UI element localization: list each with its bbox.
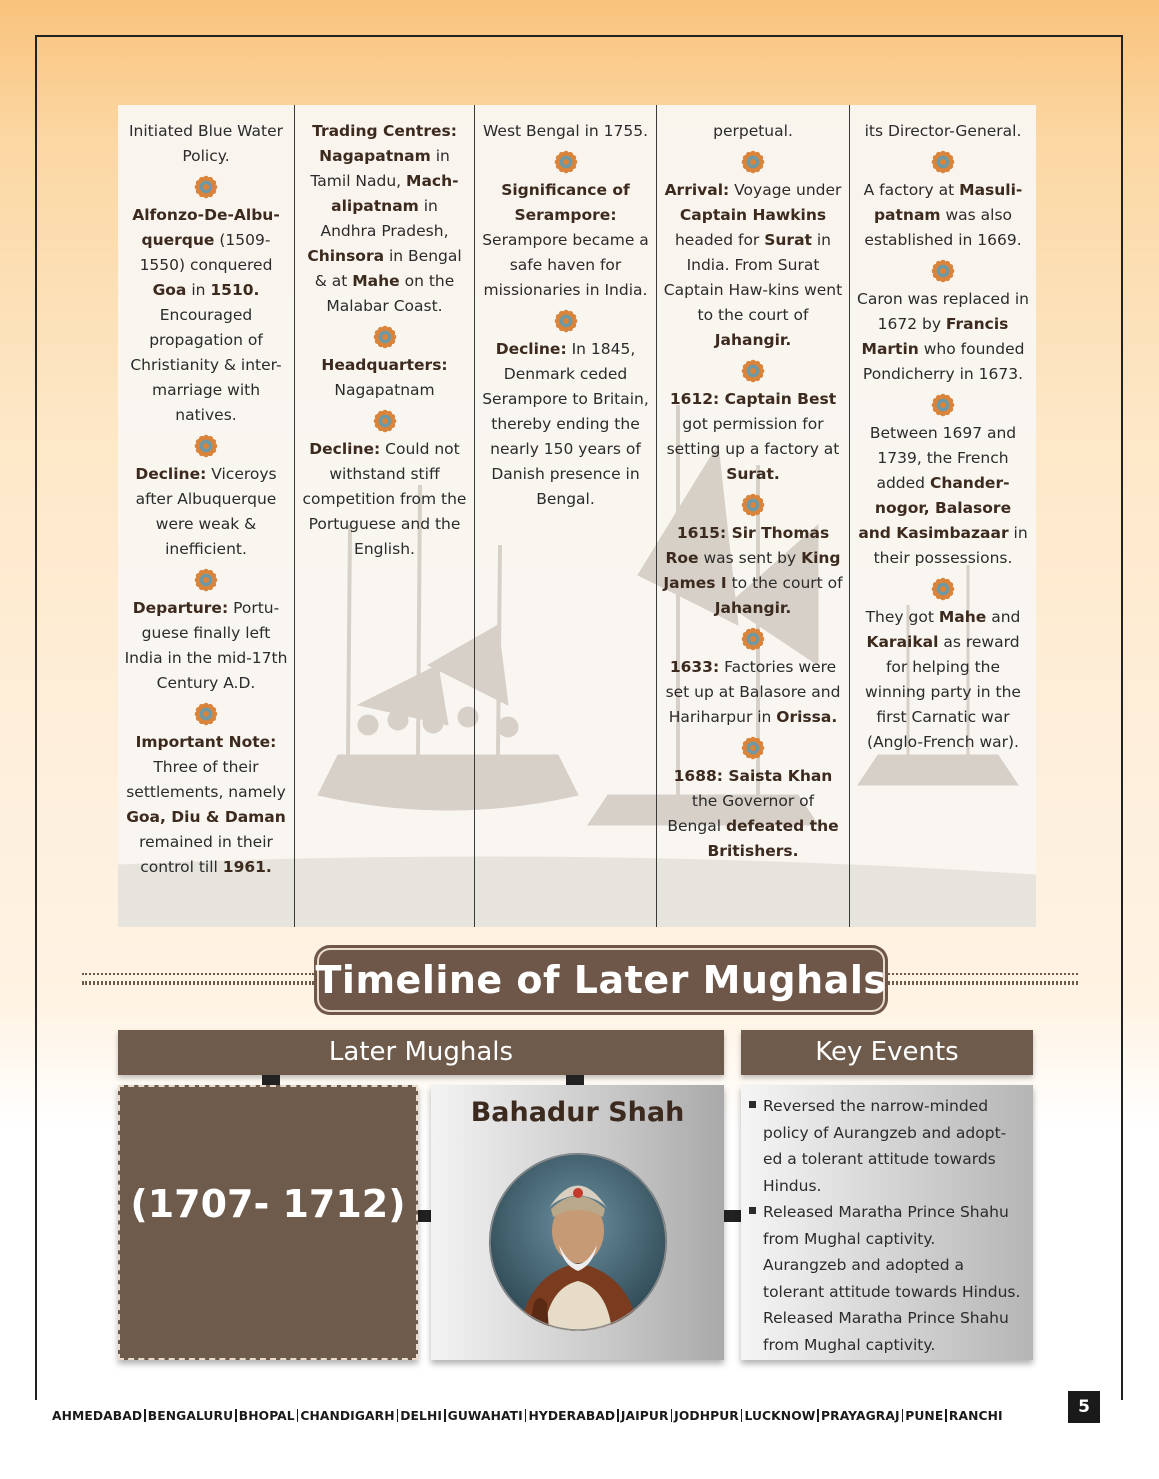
footer-city: JODHPUR bbox=[674, 1409, 739, 1423]
body-text: its Director-General. bbox=[864, 122, 1022, 140]
table-column-french bbox=[849, 105, 1036, 927]
body-text: and bbox=[986, 608, 1021, 626]
body-text: who founded Pondicherry in 1673. bbox=[862, 340, 1025, 383]
flower-ornament-icon bbox=[741, 150, 765, 174]
flower-ornament-icon bbox=[373, 409, 397, 433]
emphasis-text: Arrival: bbox=[664, 181, 730, 199]
table-column-portuguese bbox=[118, 105, 294, 927]
emphasis-text: King James I bbox=[663, 549, 841, 592]
emphasis-text: 1961. bbox=[222, 858, 272, 876]
footer-city: JAIPUR bbox=[620, 1409, 669, 1423]
key-events-header: Key Events bbox=[741, 1030, 1033, 1075]
connector-node bbox=[417, 1210, 431, 1222]
section-heading-band bbox=[0, 945, 1159, 1015]
dotted-divider-left bbox=[82, 973, 314, 983]
emphasis-text: Surat. bbox=[726, 465, 780, 483]
table-entry bbox=[481, 337, 650, 512]
body-text: in Bengal & at bbox=[314, 247, 462, 290]
footer-city: PRAYAGRAJ bbox=[821, 1409, 900, 1423]
emphasis-text: Nagapatnam bbox=[319, 147, 431, 165]
emphasis-text: defeated the Britishers. bbox=[707, 817, 839, 860]
body-text: as reward for helping the winning party in the first Carnatic war (Anglo-French war). bbox=[865, 633, 1021, 751]
table-entry bbox=[856, 178, 1030, 253]
emphasis-text: 1633: bbox=[669, 658, 720, 676]
flower-ornament-icon bbox=[741, 359, 765, 383]
table-column-english bbox=[656, 105, 849, 927]
footer-separator bbox=[297, 1409, 299, 1422]
footer-separator bbox=[741, 1409, 743, 1422]
footer-separator bbox=[144, 1409, 146, 1422]
flower-ornament-icon bbox=[931, 259, 955, 283]
emphasis-text: Masuli-patnam bbox=[873, 181, 1023, 224]
emphasis-text: Decline: bbox=[309, 440, 381, 458]
emphasis-text: Significance of Serampore: bbox=[501, 181, 630, 224]
emphasis-text: Important Note: bbox=[135, 733, 277, 751]
body-text: Between 1697 and 1739, the French added bbox=[869, 424, 1017, 492]
footer-city: BENGALURU bbox=[147, 1409, 234, 1423]
body-text: in Tamil Nadu, bbox=[310, 147, 450, 190]
emphasis-text: 1510. bbox=[210, 281, 260, 299]
footer-separator bbox=[902, 1409, 904, 1422]
body-text: They got bbox=[865, 608, 939, 626]
body-text: in their possessions. bbox=[873, 524, 1028, 567]
emphasis-text: Karaikal bbox=[866, 633, 939, 651]
body-text: Initiated Blue Water Policy. bbox=[128, 122, 283, 165]
body-text: West Bengal in 1755. bbox=[482, 122, 649, 140]
emphasis-text: Orissa. bbox=[776, 708, 838, 726]
footer-city: GUWAHATI bbox=[447, 1409, 523, 1423]
connector-node bbox=[724, 1210, 741, 1222]
flower-ornament-icon bbox=[931, 393, 955, 417]
emphasis-text: Departure: bbox=[132, 599, 229, 617]
table-entry bbox=[856, 287, 1030, 387]
flower-ornament-icon bbox=[373, 325, 397, 349]
ruler-portrait-image bbox=[489, 1153, 667, 1331]
table-entry bbox=[301, 437, 468, 562]
emphasis-text: 1615: Sir Thomas Roe bbox=[665, 524, 830, 567]
footer-separator bbox=[525, 1409, 527, 1422]
body-text: Encouraged propagation of Christianity & inter-marriage with natives. bbox=[130, 306, 282, 424]
connector-node bbox=[566, 1075, 584, 1085]
body-text: headed for bbox=[674, 231, 765, 249]
page-number: 5 bbox=[1068, 1391, 1100, 1423]
footer-city: BHOPAL bbox=[238, 1409, 295, 1423]
body-text: was sent by bbox=[698, 549, 802, 567]
table-entry bbox=[856, 605, 1030, 755]
flower-ornament-icon bbox=[741, 736, 765, 760]
ruler-card bbox=[431, 1085, 724, 1360]
flower-ornament-icon bbox=[194, 702, 218, 726]
period-box bbox=[118, 1085, 418, 1360]
body-text: the Governor of Bengal bbox=[667, 792, 815, 835]
emphasis-text: Francis Martin bbox=[861, 315, 1009, 358]
body-text: in Andhra Pradesh, bbox=[320, 197, 449, 240]
emphasis-text: Goa bbox=[152, 281, 187, 299]
connector-node bbox=[262, 1075, 280, 1085]
table-entry bbox=[663, 521, 843, 621]
period-text: (1707- 1712) bbox=[130, 1182, 406, 1226]
body-text: Viceroys after Albuquerque were weak & inefficient. bbox=[135, 465, 277, 558]
emphasis-text: Alfonzo-De-Albu-querque bbox=[132, 206, 280, 249]
flower-ornament-icon bbox=[741, 493, 765, 517]
later-mughals-header: Later Mughals bbox=[118, 1030, 724, 1075]
table-entry bbox=[124, 730, 288, 880]
body-text: remained in their control till bbox=[139, 833, 273, 876]
body-text: Serampore became a safe haven for missionaries in India. bbox=[482, 231, 649, 299]
body-text: was also established in 1669. bbox=[864, 206, 1022, 249]
body-text: Nagapatnam bbox=[334, 381, 435, 399]
key-event-item: Released Maratha Prince Shahu from Mughal captivity. bbox=[747, 1199, 1023, 1252]
body-text: Portu-guese finally left India in the mid-17th Century A.D. bbox=[124, 599, 288, 692]
footer-separator bbox=[397, 1409, 399, 1422]
key-events-continuation: Aurangzeb and adopted a tolerant attitude towards Hindus. Released Maratha Prince Shahu from Mughal captivity. bbox=[763, 1256, 1021, 1354]
flower-ornament-icon bbox=[931, 577, 955, 601]
table-entry bbox=[856, 119, 1030, 144]
emphasis-text: Jahangir. bbox=[714, 331, 792, 349]
dotted-divider-right bbox=[888, 973, 1078, 983]
emphasis-text: Mahe bbox=[352, 272, 400, 290]
footer-city: CHANDIGARH bbox=[300, 1409, 395, 1423]
body-text: In 1845, Denmark ceded Serampore to Britain, thereby ending the nearly 150 years of Danish presence in Bengal. bbox=[482, 340, 649, 508]
footer-city: LUCKNOW bbox=[744, 1409, 816, 1423]
flower-ornament-icon bbox=[194, 434, 218, 458]
body-text: Factories were set up at Balasore and Hariharpur in bbox=[665, 658, 841, 726]
table-entry bbox=[481, 119, 650, 144]
emphasis-text: Chander-nogor, Balasore and Kasimbazaar bbox=[858, 474, 1012, 542]
emphasis-text: Decline: bbox=[135, 465, 207, 483]
body-text: A factory at bbox=[863, 181, 960, 199]
footer-city: DELHI bbox=[400, 1409, 443, 1423]
table-entry bbox=[301, 119, 468, 319]
key-event-item: Reversed the narrow-minded policy of Aurangzeb and adopt-ed a tolerant attitude towards Hindus. bbox=[747, 1093, 1023, 1199]
table-entry bbox=[663, 119, 843, 144]
flower-ornament-icon bbox=[194, 175, 218, 199]
flower-ornament-icon bbox=[194, 568, 218, 592]
table-entry bbox=[663, 178, 843, 353]
table-entry bbox=[301, 353, 468, 403]
footer-separator bbox=[235, 1409, 237, 1422]
body-text: on the Malabar Coast. bbox=[326, 272, 455, 315]
footer-city: RANCHI bbox=[948, 1409, 1003, 1423]
table-column-danish bbox=[474, 105, 656, 927]
footer-separator bbox=[617, 1409, 619, 1422]
emphasis-text: Headquarters: bbox=[321, 356, 448, 374]
body-text: Three of their settlements, namely bbox=[126, 758, 286, 801]
emphasis-text: Mach-alipatnam bbox=[331, 172, 459, 215]
table-entry bbox=[481, 178, 650, 303]
flower-ornament-icon bbox=[931, 150, 955, 174]
emphasis-text: Mahe bbox=[938, 608, 987, 626]
emphasis-text: 1612: Captain Best bbox=[669, 390, 837, 408]
emphasis-text: Jahangir. bbox=[714, 599, 792, 617]
emphasis-text: Decline: bbox=[495, 340, 567, 358]
footer-city-list bbox=[52, 1409, 1062, 1423]
key-events-box bbox=[741, 1085, 1033, 1360]
footer-city: PUNE bbox=[905, 1409, 944, 1423]
footer-separator bbox=[671, 1409, 673, 1422]
table-column-dutch bbox=[294, 105, 474, 927]
footer-city: AHMEDABAD bbox=[52, 1409, 143, 1423]
emphasis-text: Surat bbox=[764, 231, 812, 249]
table-entry bbox=[124, 596, 288, 696]
emphasis-text: Chinsora bbox=[307, 247, 385, 265]
table-entry bbox=[856, 421, 1030, 571]
flower-ornament-icon bbox=[741, 627, 765, 651]
body-text: in bbox=[186, 281, 211, 299]
body-text: in India. From Surat Captain Haw-kins went to the court of bbox=[663, 231, 843, 324]
footer-separator bbox=[945, 1409, 947, 1422]
flower-ornament-icon bbox=[554, 309, 578, 333]
emphasis-text: 1688: Saista Khan bbox=[673, 767, 833, 785]
body-text: (1509-1550) conquered bbox=[139, 231, 273, 274]
emphasis-text: Trading Centres: bbox=[312, 122, 457, 140]
body-text: Voyage under bbox=[729, 181, 842, 199]
ruler-name: Bahadur Shah bbox=[470, 1097, 685, 1128]
body-text: perpetual. bbox=[713, 122, 793, 140]
table-entry bbox=[124, 462, 288, 562]
table-entry bbox=[663, 387, 843, 487]
european-companies-table bbox=[118, 105, 1036, 927]
body-text: got permission for setting up a factory at bbox=[666, 415, 840, 458]
emphasis-text: Goa, Diu & Daman bbox=[126, 808, 286, 826]
footer-separator bbox=[444, 1409, 446, 1422]
footer-city: HYDERABAD bbox=[528, 1409, 616, 1423]
table-entry bbox=[124, 203, 288, 428]
section-title: Timeline of Later Mughals bbox=[314, 945, 888, 1015]
table-entry bbox=[663, 655, 843, 730]
body-text: Caron was replaced in 1672 by bbox=[857, 290, 1029, 333]
footer-separator bbox=[817, 1409, 819, 1422]
flower-ornament-icon bbox=[554, 150, 578, 174]
table-entry bbox=[124, 119, 288, 169]
table-entry bbox=[663, 764, 843, 864]
emphasis-text: Captain Hawkins bbox=[679, 206, 827, 224]
body-text: to the court of bbox=[726, 574, 843, 592]
body-text: Could not withstand stiff competition from the Portuguese and the English. bbox=[302, 440, 467, 558]
